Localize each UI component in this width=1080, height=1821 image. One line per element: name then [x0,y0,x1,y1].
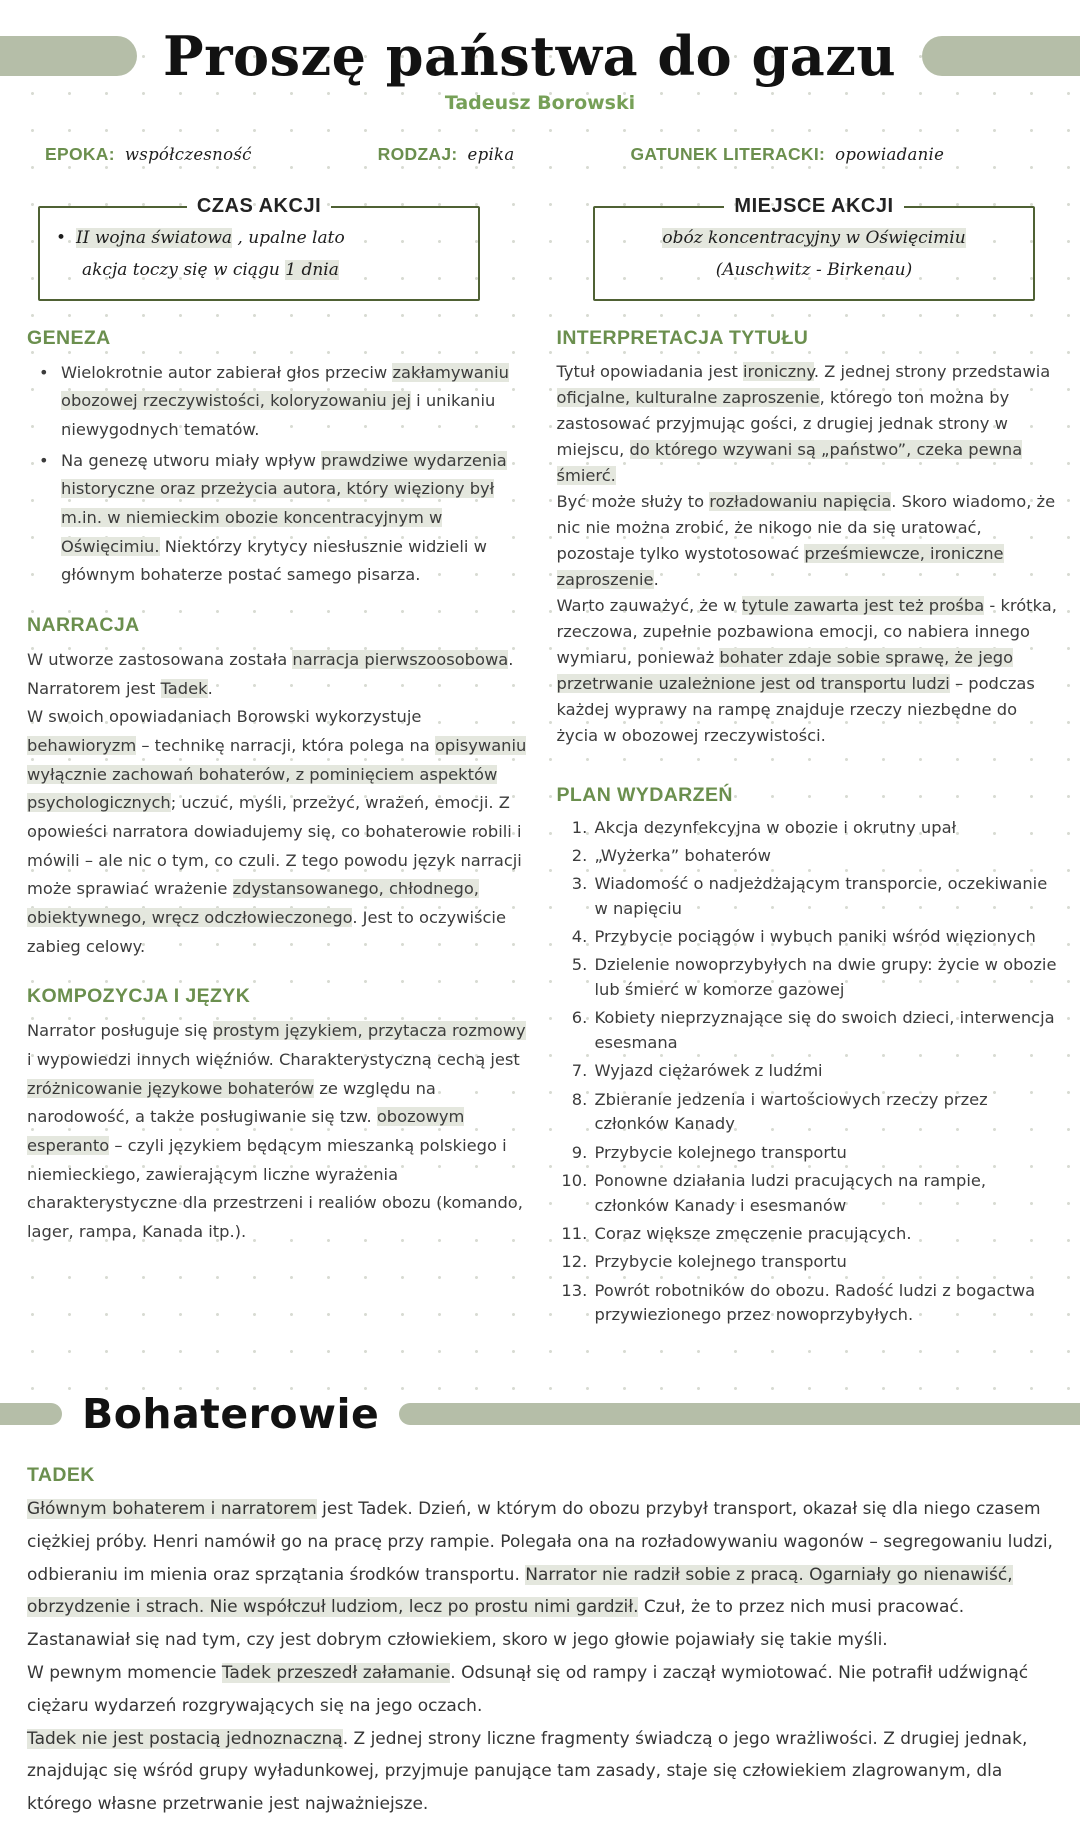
czas-akcji-title: CZAS AKCJI [196,195,322,217]
czas-akcji-line2 [56,254,462,286]
bohaterowie-heading: Bohaterowie [82,1390,380,1439]
highlighted-text: prawdziwe wydarzenia historyczne oraz przeżycia autora, który więziony był m.in. w niemieckim obozie koncentracyjnym w Oświęcimiu. [61,450,507,556]
meta-gatunek [631,144,945,165]
highlighted-text: zakłamywaniu obozowej rzeczywistości, koloryzowaniu jej [61,362,509,411]
miejsce-akcji-content [611,222,1017,287]
left-column [27,327,533,1352]
highlighted-text: II wojna światowa [76,228,233,248]
meta-rodzaj [378,144,515,165]
text-segment: . Narratorem jest [27,649,514,698]
czas-akcji-box [38,195,480,301]
text-segment: – technikę narracji, która polega na [136,735,435,755]
text-segment: (Auschwitz - Birkenau) [715,260,913,281]
bohaterowie-decoration-bar-right [399,1403,1080,1425]
text-segment: , którego ton można by zastosować przyjmując gości, z drugiej jednak strony w miejscu, [556,387,1010,459]
right-column [557,327,1063,1352]
text-segment: - krótka, rzeczowa, zupełnie pozbawiona emocji, co nabiera innego wymiaru, ponieważ [556,596,1057,668]
miejsce-akcji-line1 [611,222,1017,254]
page-title: Proszę państwa do gazu [163,24,897,88]
highlighted-text: ironiczny [743,361,814,381]
bullet-mark: • [56,228,67,248]
czas-akcji-content [56,222,462,287]
text-segment: . Z jednej strony przedstawia [813,361,1051,381]
interpretacja-paragraph-3 [557,593,1063,749]
highlighted-text: obóz koncentracyjny w Oświęcimiu [662,228,966,248]
plan-item: 10. Ponowne działania ludzi pracujących na rampie, członków Kanady i esesmanów [593,1169,1063,1219]
plan-item: 4. Przybycie pociągów i wybuch paniki wśród więzionych [593,925,1063,950]
text-segment: . [207,678,213,698]
text-segment: ze względu na narodowość, a także posługiwanie się tzw. [27,1078,436,1127]
miejsce-akcji-box [593,195,1035,301]
highlighted-text: zdystansowanego, chłodnego, obiektywnego, wręcz odczłowieczonego [27,879,479,928]
text-segment: . Odsunął się od rampy i zaczął wymiotować. Nie potrafił udźwignąć ciężaru wydarzeń rozgrywających się na jego oczach. [27,1663,1029,1716]
narracja-heading: NARRACJA [27,613,140,636]
geneza-bullet-1-text [61,363,509,439]
tadek-paragraph-2 [27,1657,1053,1723]
highlighted-text: rozładowaniu napięcia [709,491,892,511]
highlighted-text: Tadek [160,678,208,698]
geneza-heading: GENEZA [27,326,111,349]
miejsce-akcji-title: MIEJSCE AKCJI [734,195,894,217]
tadek-heading: TADEK [27,1464,95,1487]
rodzaj-label: RODZAJ: [377,144,458,164]
highlighted-text: Tadek przeszedł załamanie [221,1663,451,1684]
plan-item: 12. Przybycie kolejnego transportu [593,1250,1063,1275]
text-segment: . Z jednej strony liczne fragmenty świadczą o jego wrażliwości. Z drugiej jednak, znajdując się wśród grupy wyładunkowej, przyjmuje panujące tam zasady, staje się człowiekiem zlagrowanym, dla którego własne przetrwanie jest najważniejsze. [27,1728,1028,1815]
rodzaj-value: epika [467,145,515,164]
section-plan [557,784,1063,1329]
tadek-paragraph-1 [27,1493,1053,1657]
highlighted-text: do którego wzywani są „państwo”, czeka pewna śmierć. [556,439,1023,485]
section-interpretacja [557,327,1063,750]
highlighted-text: Tadek nie jest postacią jednoznaczną [27,1728,343,1749]
plan-item: 13. Powrót robotników do obozu. Radość ludzi z bogactwa przywiezionego przez nowoprzybyłych. [593,1279,1063,1329]
epoka-label: EPOKA: [45,144,115,164]
text-segment: . Skoro wiadomo, że nic nie można zrobić, że nikogo nie da się uratować, pozostaje tylko wystotosować [556,491,1056,564]
text-segment: ; uczuć, myśli, przeżyć, wrażeń, emocji. Z opowieści narratora dowiadujemy się, co bohaterowie robili i mówili – ale nic o tym, co czuli. Z tego powodu język narracji może sprawiać wrażenie [27,793,522,899]
narracja-paragraph-1 [27,646,533,703]
highlighted-text: Narrator nie radził sobie z pracą. Ogarniały go nienawiść, obrzydzenie i strach. Nie współczuł ludziom, lecz po prostu nimi gardził. [27,1564,1013,1618]
geneza-bullet-1 [27,359,533,445]
bohaterowie-decoration-bar-left [0,1403,62,1425]
interpretacja-paragraph-1 [557,359,1063,489]
highlighted-text: prześmiewcze, ironiczne zaproszenie [556,544,1004,590]
title-row [0,24,1080,88]
plan-item: 6. Kobiety nieprzyznające się do swoich dzieci, interwencja esesmana [593,1006,1063,1056]
highlighted-text: prostym językiem, przytacza rozmowy [212,1021,526,1041]
bohaterowie-heading-row [0,1390,1080,1438]
plan-item: 11. Coraz większe zmęczenie pracujących. [593,1222,1063,1247]
plan-item: 3. Wiadomość o nadjeżdżającym transporcie, oczekiwanie w napięciu [593,872,1063,922]
text-segment: – czyli językiem będącym mieszanką polskiego i niemieckiego, zawierającym liczne wyrażenia charakterystyczne dla przestrzeni i realiów obozu (komando, lager, rampa, Kanada itp.). [27,1136,523,1242]
plan-item: 7. Wyjazd ciężarówek z ludźmi [593,1059,1063,1084]
text-segment: W pewnym momencie [27,1663,222,1684]
plan-item: 8. Zbieranie jedzenia i wartościowych rzeczy przez członków Kanady [593,1088,1063,1138]
meta-epoka [45,144,252,165]
plan-item: 1. Akcja dezynfekcyjna w obozie i okrutny upał [593,816,1063,841]
plan-list [561,816,1063,1329]
boxes-row [38,195,1035,301]
text-segment: Być może służy to [556,491,710,511]
title-decoration-bar-right [922,36,1080,76]
highlighted-text: bohater zdaje sobie sprawę, że jego przetrwanie uzależnione jest od transportu ludzi [556,648,1014,694]
highlighted-text: narracja pierwszoosobowa [292,649,509,669]
highlighted-text: 1 dnia [285,260,339,281]
geneza-bullet-2-text [61,451,507,585]
text-segment: , upalne lato [232,228,345,248]
text-segment: Na genezę utworu miały wpływ [61,450,322,470]
notes-page [0,24,1080,1815]
kompozycja-paragraph [27,1017,533,1246]
section-kompozycja [27,985,533,1246]
text-segment: W swoich opowiadaniach Borowski wykorzystuje [27,707,422,727]
author-name: Tadeusz Borowski [444,92,636,114]
gatunek-label: GATUNEK LITERACKI: [630,144,826,164]
text-segment: Czuł, że to przez nich musi pracować. Zastanawiał się nad tym, czy jest dobrym człowiekiem, skoro w jego głowie pojawiały się takie myśli. [27,1597,965,1651]
highlighted-text: obozowym esperanto [27,1107,465,1156]
miejsce-akcji-text1 [662,228,965,248]
section-tadek [27,1464,1053,1821]
text-segment: Narrator posługuje się [27,1021,213,1041]
geneza-bullet-list [27,359,533,590]
text-segment: Tytuł opowiadania jest [556,361,744,381]
czas-akcji-line1 [56,222,462,254]
miejsce-akcji-text2 [716,260,912,280]
text-segment: Wielokrotnie autor zabierał głos przeciw [61,362,393,382]
text-segment: akcja toczy się w ciągu [82,260,286,281]
text-segment: . [653,570,659,590]
text-segment: Niektórzy krytycy niesłusznie widzieli w głównym bohaterze postać samego pisarza. [61,536,487,585]
title-decoration-bar-left [0,36,137,76]
epoka-value: współczesność [124,145,252,164]
text-segment: i wypowiedzi innych więźniów. Charakterystyczną cechą jest [27,1050,520,1070]
highlighted-text: opisywaniu wyłącznie zachowań bohaterów, z pominięciem aspektów psychologicznych [27,735,527,813]
highlighted-text: zróżnicowanie językowe bohaterów [27,1078,315,1098]
tadek-paragraph-3 [27,1723,1053,1821]
text-segment: jest Tadek. Dzień, w którym do obozu przybył transport, okazał się dla niego czasem ciężkiej próby. Henri namówił go na pracę przy rampie. Polegała ona na rozładowywaniu wagonów – segregowaniu ludzi, odbieraniu im mienia oraz sprzątania środków transportu. [27,1499,1053,1585]
highlighted-text: behawioryzm [27,735,137,755]
two-column-layout [27,327,1062,1352]
meta-row [45,144,1035,165]
miejsce-akcji-line2 [611,254,1017,286]
section-narracja [27,614,533,961]
text-segment: . Jest to oczywiście zabieg celowy. [27,908,506,956]
interpretacja-paragraph-2 [557,489,1063,593]
kompozycja-heading: KOMPOZYCJA I JĘZYK [27,985,251,1008]
gatunek-value: opowiadanie [835,145,945,164]
interpretacja-heading: INTERPRETACJA TYTUŁU [556,326,809,349]
czas-akcji-text2 [82,260,339,280]
text-segment: W utworze zastosowana została [27,649,293,669]
geneza-bullet-2 [27,447,533,590]
highlighted-text: Głównym bohaterem i narratorem [27,1499,317,1520]
plan-item: 2. „Wyżerka” bohaterów [593,844,1063,869]
text-segment: – podczas każdej wyprawy na rampę znajduje rzeczy niezbędne do życia w obozowej rzeczywistości. [556,674,1035,746]
plan-item: 5. Dzielenie nowoprzybyłych na dwie grupy: życie w obozie lub śmierć w komorze gazowej [593,953,1063,1003]
highlighted-text: oficjalne, kulturalne zaproszenie [556,387,820,407]
plan-item: 9. Przybycie kolejnego transportu [593,1141,1063,1166]
narracja-paragraph-2 [27,703,533,961]
highlighted-text: tytule zawarta jest też prośba [741,596,985,616]
czas-akcji-text1 [76,228,345,248]
plan-heading: PLAN WYDARZEŃ [556,783,733,806]
text-segment: Warto zauważyć, że w [556,596,742,616]
text-segment: i unikaniu niewygodnych tematów. [61,391,496,439]
section-geneza [27,327,533,590]
